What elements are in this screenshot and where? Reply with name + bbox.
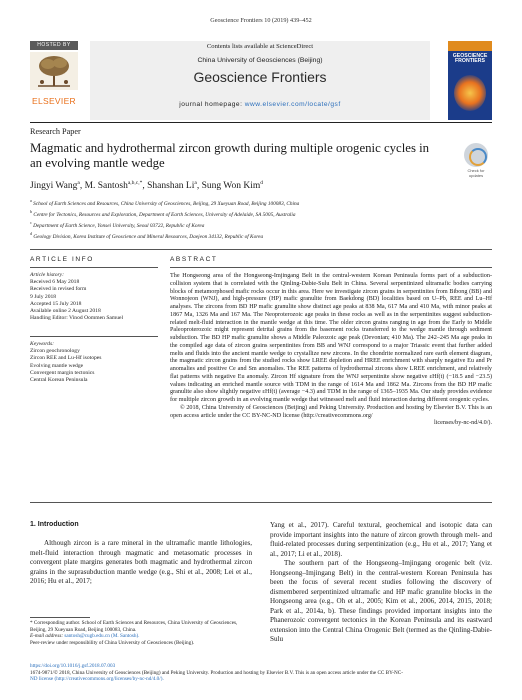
contents-line: Contents lists available at ScienceDirect xyxy=(206,43,314,50)
paper-title: Magmatic and hydrothermal zircon growth during multiple orogenic cycles in an evolving mantle wedge xyxy=(30,141,430,170)
article-history xyxy=(30,272,158,322)
running-head: Geoscience Frontiers 10 (2019) 439–452 xyxy=(210,17,312,24)
abstract-body xyxy=(170,273,492,428)
affiliation-text: School of Earth Sciences and Resources, China University of Geosciences, Beijing, 29 Xueyuan Road, Beijing 100083, China xyxy=(33,200,300,207)
keyword-item[interactable]: Central Korean Peninsula xyxy=(30,377,88,384)
intro-paragraph: Although zircon is a rare mineral in the ultramafic mantle lithologies, melt-fluid interaction through magmatic and metasomatic processes in convergent plate margins generates both magmatic and hydrothermal zircon grains in the suprasubduction mantle wedge (e.g., Shi et al., 2008; Lei et al., 2016; Hu et al., 2017; xyxy=(30,539,252,585)
author-name[interactable]: Shanshan Li xyxy=(147,181,195,192)
homepage-link[interactable]: www.elsevier.com/locate/gsf xyxy=(244,101,341,108)
article-info-rule xyxy=(30,267,158,268)
affiliation-item xyxy=(30,230,492,241)
abstract-rule xyxy=(170,267,492,268)
author-name[interactable]: Sung Won Kim xyxy=(201,181,261,192)
affiliation-list xyxy=(30,197,492,240)
crossmark-icon xyxy=(464,143,488,167)
journal-title: Geoscience Frontiers xyxy=(193,69,327,85)
history-item: Accepted 15 July 2018 xyxy=(30,300,82,307)
abstract-text: The Hongseong area of the Hongseong-Imjingang Belt in the central-western Korean Peninsula forms part of a subduction-collision system that is correlated with the Qinling-Dabie-Sulu Belt in China. Several serpentinized ultramafic bodies carrying blocks of metamorphosed mafic rocks occur in this area. Here we investigate zircon grains in serpentinites from Bibong (BB) and Wonnojeon (WNJ), and high-pressure (HP) mafic granulite from Baekdong (BD) localities based on U–Pb, REE and Lu–Hf analyses. The zircons from BD HP mafic granulite show distinct age peaks at 838 Ma, 617 Ma and 410 Ma, with minor peaks at 1867 Ma, 1326 Ma and 167 Ma. The Neoproterozoic age peaks in these rocks as well as in the serpentinites suggest subduction-related melt-fluid interaction in the mantle wedge at this time. The older zircon grains ranging in age from the Early to Middle Paleoproterozoic might represent detrital grains from the basement rocks transferred to the wedge mantle through sediment subduction. The BD HP mafic granulite shows a Middle Paleozoic age peak (Devonian; 410 Ma). The 242–245 Ma age peaks in the compiled age data of zircon grains serpentinites from BB and WNJ correspond to a major Triassic event that further added melts and fluids into the ancient mantle wedge to crystallize new zircons. In the chondrite normalized rare earth element diagram, the magmatic zircon grains from the studied rocks show LREE depletion and HREE enrichment with sharply negative Eu and Pr anomalies and positive Ce and Sm anomalies. The REE patterns of hydrothermal zircons show LREE enrichment, and relatively flat patterns with negative Eu anomaly. Zircon Hf signature from the WNJ serpentinite show negative εHf(t) (−18.5 and −23.5) values indicating an enriched mantle source with TDM in the range of 1614 Ma and 1862 Ma. Zircons from the BD HP mafic granulite also show slightly negative εHf(t) (average −4.3) and TDM in the range of 1365–1935 Ma. Our study provides evidence for multiple zircon growth in an evolving mantle wedge that witnessed melt and fluid interaction during different orogenic cycles. xyxy=(170,273,492,403)
author-affil-sup: a xyxy=(194,180,197,186)
abstract-copyright: © 2018, China University of Geosciences (Beijing) and Peking University. Production and hosting by Elsevier B.V. This is an open access article under the CC BY-NC-ND license (http://creativecommons.org/ xyxy=(170,404,492,419)
crossmark-label: Check for updates xyxy=(467,168,485,178)
affiliation-item xyxy=(30,208,492,219)
abstract-end-rule xyxy=(30,502,492,503)
email-line xyxy=(30,633,252,640)
intro-right-column xyxy=(270,521,492,645)
cover-artwork xyxy=(454,75,486,111)
cover-title: GEOSCIENCE FRONTIERS xyxy=(452,53,488,65)
author-list xyxy=(30,180,263,191)
email-label: E-mail address: xyxy=(30,633,65,640)
keyword-item[interactable]: Convergent margin tectonics xyxy=(30,369,95,376)
intro-left-column xyxy=(30,539,252,587)
affiliation-sup: c xyxy=(30,219,32,225)
intro-heading: 1. Introduction xyxy=(30,521,79,528)
footnote-rule xyxy=(30,617,90,618)
abstract-license-link[interactable]: licenses/by-nc-nd/4.0/). xyxy=(434,420,492,427)
journal-header xyxy=(30,41,492,120)
cover-band xyxy=(448,41,492,51)
history-item: Handling Editor: Vinod Oommen Samuel xyxy=(30,315,124,322)
issn-copyright-line: 1674-9871/© 2018, China University of Geosciences (Beijing) and Peking University. Production and hosting by Elsevier B.V. This is an open access article under the CC BY-NC- xyxy=(30,669,403,676)
society-line: China University of Geosciences (Beijing) xyxy=(197,57,323,64)
author-separator: , xyxy=(79,181,85,192)
author-affil-sup: a,b,c,* xyxy=(127,180,143,186)
article-footer xyxy=(30,663,492,683)
crossmark-button[interactable] xyxy=(461,143,491,178)
doi-link[interactable]: https://doi.org/10.1016/j.gsf.2018.07.003 xyxy=(30,663,116,669)
elsevier-tree-icon xyxy=(30,52,78,90)
license-link[interactable]: ND license (http://creativecommons.org/licenses/by-nc-nd/4.0/). xyxy=(30,676,164,683)
author-name[interactable]: M. Santosh xyxy=(84,181,128,192)
affiliation-item xyxy=(30,197,492,208)
affiliation-text: Centre for Tectonics, Resources and Exploration, Department of Earth Sciences, University of Adelaide, SA 5005, Australia xyxy=(33,211,296,218)
peer-review-note: Peer-review under responsibility of China University of Geosciences (Beijing). xyxy=(30,639,195,646)
abstract-heading: ABSTRACT xyxy=(170,256,218,263)
journal-banner xyxy=(90,41,430,120)
history-item: Available online 2 August 2018 xyxy=(30,308,101,315)
article-type: Research Paper xyxy=(30,127,81,136)
intro-paragraph: Yang et al., 2017). Careful textural, geochemical and isotopic data can provide important insights into the nature of zircon growth through melt- and fluid-related processes during serpentinization (e.g., Hu et al., 2017; Yang et al., 2017; Li et al., 2018). xyxy=(270,521,492,558)
email-link[interactable]: santosh@cugb.edu.cn (M. Santosh). xyxy=(64,633,140,640)
keywords-rule xyxy=(30,336,158,337)
affiliation-item xyxy=(30,219,492,230)
keyword-item[interactable]: Evolving mantle wedge xyxy=(30,362,84,369)
article-info-heading: ARTICLE INFO xyxy=(30,256,94,263)
affiliation-sup: a xyxy=(30,198,32,203)
history-item: Received in revised form xyxy=(30,286,87,293)
hosted-by-label: HOSTED BY xyxy=(30,41,78,50)
author-separator: , xyxy=(196,181,202,192)
keyword-item[interactable]: Zircon geochronology xyxy=(30,348,80,355)
elsevier-wordmark: ELSEVIER xyxy=(32,96,76,106)
history-item: Received 6 May 2018 xyxy=(30,279,80,286)
author-separator: , xyxy=(142,181,148,192)
author-affil-sup: a xyxy=(77,180,80,186)
intro-paragraph: The southern part of the Hongseong–Imjingang orogenic belt (viz. Hongseong–Imjingang Belt) in the central-western Korean Peninsula has been the focus of several recent studies following the discovery of dismembered serpentinized ultramafic and HP mafic granulite blocks in the Hongseong area (e.g., Oh et al., 2005; Kim et al., 2006, 2014, 2015, 2018; Park et al., 2014a, b). These findings provided important insights into the Phanerozoic convergent tectonics in the Korean Peninsula and its eastward extension into the Central China Orogenic Belt (termed as the Qinling-Dabie-Sulu xyxy=(270,559,492,643)
author-name[interactable]: Jingyi Wang xyxy=(30,181,78,192)
journal-homepage xyxy=(90,101,430,108)
affiliation-text: Geology Division, Korea Institute of Geoscience and Mineral Resources, Daejeon 34132, Republic of Korea xyxy=(33,233,264,240)
publisher-logo-block xyxy=(30,41,86,106)
keyword-item[interactable]: Zircon REE and Lu-Hf isotopes xyxy=(30,355,102,362)
journal-cover-image[interactable] xyxy=(448,41,492,120)
affiliation-rule xyxy=(30,249,492,250)
history-label: Article history: xyxy=(30,272,65,278)
header-rule xyxy=(30,122,492,123)
keywords-block xyxy=(30,341,158,384)
affiliation-text: Department of Earth Science, Yonsei University, Seoul 03722, Republic of Korea xyxy=(33,222,205,229)
history-item: 9 July 2018 xyxy=(30,293,57,300)
affiliation-sup: d xyxy=(30,230,32,236)
author-affil-sup: d xyxy=(260,180,264,186)
corresponding-footnote xyxy=(30,620,252,646)
affiliation-sup: b xyxy=(30,208,32,214)
keywords-label: Keywords: xyxy=(30,341,55,347)
corresponding-author-note: * Corresponding author. School of Earth Sciences and Resources, China University of Geosciences, Beijing, 29 Xueyuan Road, Beijing 100083, China. xyxy=(30,620,238,633)
homepage-prefix: journal homepage: xyxy=(179,101,245,108)
